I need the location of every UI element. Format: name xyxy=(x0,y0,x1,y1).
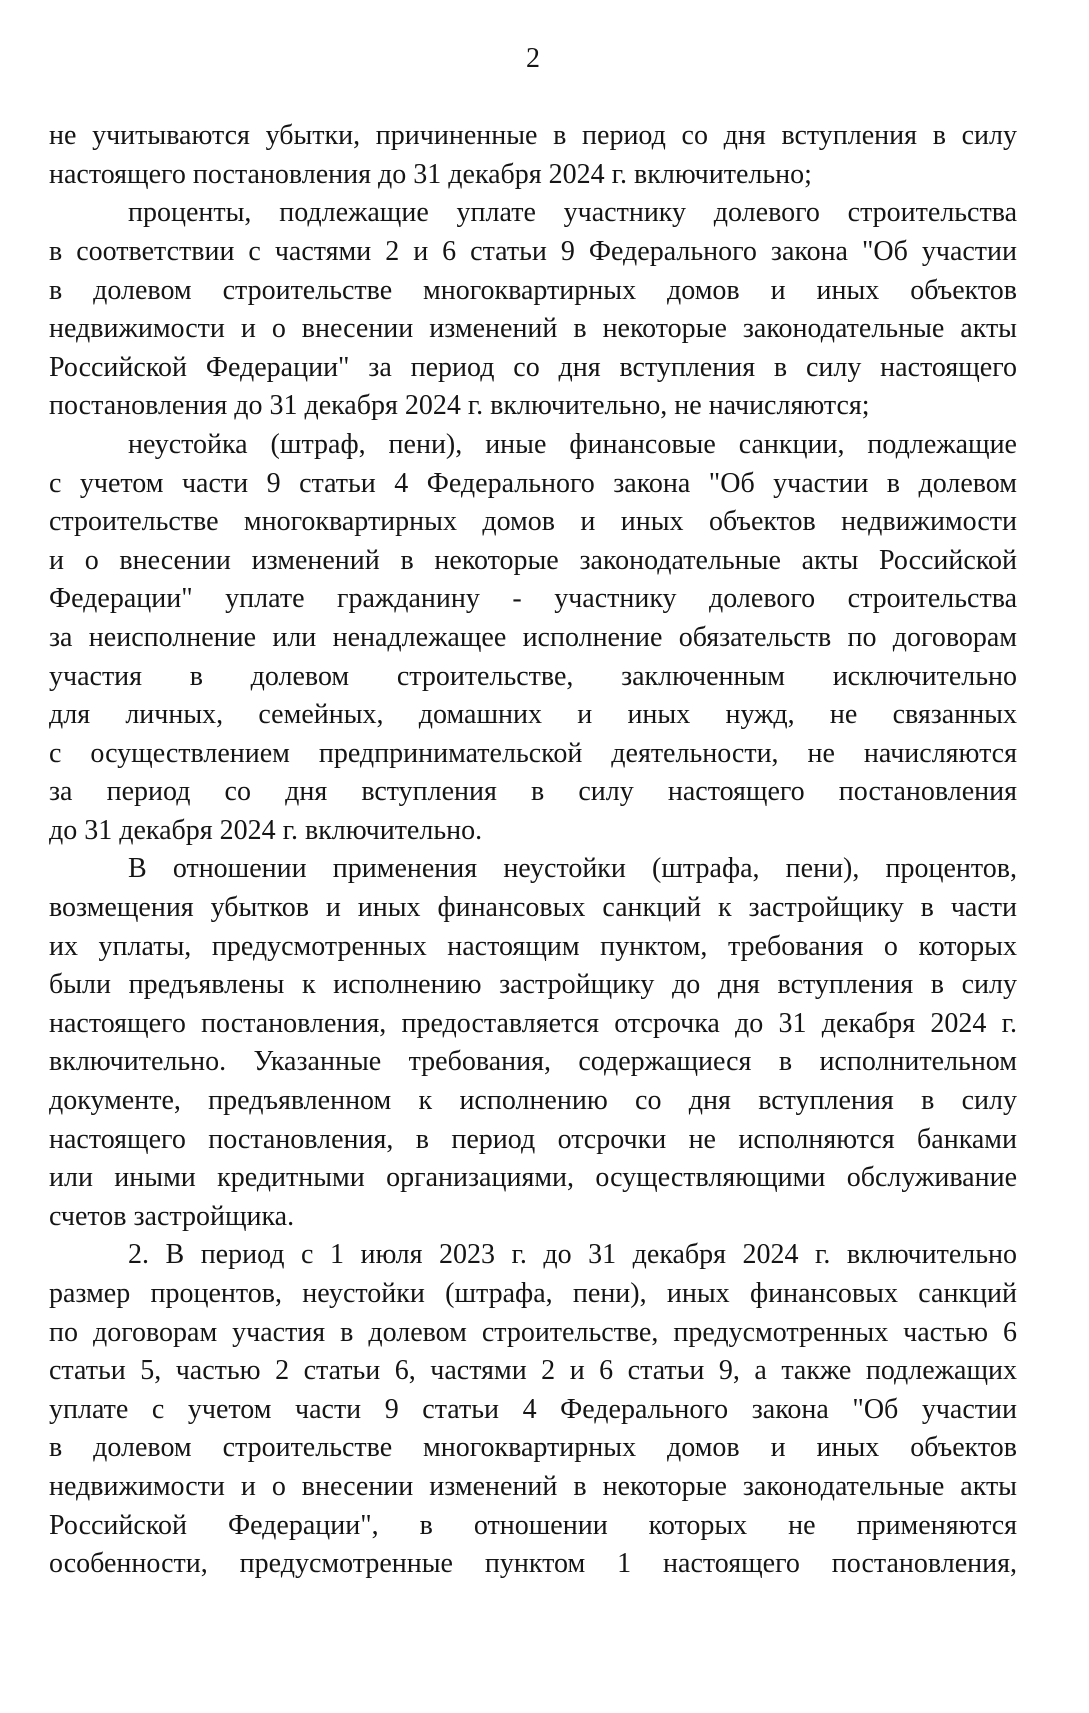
paragraph xyxy=(49,117,1017,194)
text-line: счетов застройщика. xyxy=(49,1200,295,1232)
text-line: включительно. Указанные требования, содержащиеся в исполнительном xyxy=(49,1046,1017,1078)
text-line: по договорам участия в долевом строительстве, предусмотренных частью 6 xyxy=(49,1316,1017,1348)
text-line: были предъявлены к исполнению застройщику до дня вступления в силу xyxy=(49,969,1017,1001)
text-line: за период со дня вступления в силу настоящего постановления xyxy=(49,776,1017,808)
paragraph xyxy=(49,194,1017,426)
text-line: с осуществлением предпринимательской деятельности, не начисляются xyxy=(49,737,1017,769)
text-line: участия в долевом строительстве, заключенным исключительно xyxy=(49,660,1017,692)
text-line: документе, предъявленном к исполнению со дня вступления в силу xyxy=(49,1085,1017,1117)
text-line: 2. В период с 1 июля 2023 г. до 31 декабря 2024 г. включительно xyxy=(128,1239,1017,1271)
text-line: Российской Федерации" за период со дня вступления в силу настоящего xyxy=(49,351,1017,383)
text-line: особенности, предусмотренные пунктом 1 настоящего постановления, xyxy=(49,1548,1017,1580)
text-line: настоящего постановления, предоставляется отсрочка до 31 декабря 2024 г. xyxy=(49,1007,1017,1039)
text-line: постановления до 31 декабря 2024 г. включительно, не начисляются; xyxy=(49,390,870,422)
document-body xyxy=(49,117,1017,1584)
text-line: размер процентов, неустойки (штрафа, пени), иных финансовых санкций xyxy=(49,1278,1017,1309)
text-line: недвижимости и о внесении изменений в некоторые законодательные акты xyxy=(49,313,1017,345)
text-line: до 31 декабря 2024 г. включительно. xyxy=(49,814,483,846)
text-line: и о внесении изменений в некоторые законодательные акты Российской xyxy=(49,544,1017,576)
text-line: строительстве многоквартирных домов и иных объектов недвижимости xyxy=(49,506,1017,538)
text-line: возмещения убытков и иных финансовых санкций к застройщику в части xyxy=(49,892,1017,924)
page-number: 2 xyxy=(526,43,540,74)
text-line: в долевом строительстве многоквартирных домов и иных объектов xyxy=(49,1432,1017,1464)
text-line: настоящего постановления до 31 декабря 2024 г. включительно; xyxy=(49,158,812,190)
text-line: Российской Федерации", в отношении которых не применяются xyxy=(49,1509,1017,1541)
text-line: в долевом строительстве многоквартирных домов и иных объектов xyxy=(49,274,1017,306)
text-line: не учитываются убытки, причиненные в период со дня вступления в силу xyxy=(49,120,1017,152)
text-line: для личных, семейных, домашних и иных нужд, не связанных xyxy=(49,699,1017,731)
paragraph xyxy=(49,850,1017,1236)
text-line: их уплаты, предусмотренных настоящим пунктом, требования о которых xyxy=(49,930,1017,962)
text-line: неустойка (штраф, пени), иные финансовые санкции, подлежащие xyxy=(128,428,1017,460)
text-line: в соответствии с частями 2 и 6 статьи 9 Федерального закона "Об участии xyxy=(49,235,1017,267)
paragraph xyxy=(49,1236,1017,1583)
text-line: недвижимости и о внесении изменений в некоторые законодательные акты xyxy=(49,1470,1017,1502)
text-line: или иными кредитными организациями, осуществляющими обслуживание xyxy=(49,1162,1017,1194)
text-line: проценты, подлежащие уплате участнику долевого строительства xyxy=(128,197,1017,229)
text-line: за неисполнение или ненадлежащее исполнение обязательств по договорам xyxy=(49,621,1017,653)
text-line: В отношении применения неустойки (штрафа, пени), процентов, xyxy=(128,853,1017,885)
text-line: статьи 5, частью 2 статьи 6, частями 2 и 6 статьи 9, а также подлежащих xyxy=(49,1355,1017,1387)
text-line: настоящего постановления, в период отсрочки не исполняются банками xyxy=(49,1123,1017,1155)
text-line: с учетом части 9 статьи 4 Федерального закона "Об участии в долевом xyxy=(49,467,1017,499)
paragraph xyxy=(49,426,1017,851)
text-line: уплате с учетом части 9 статьи 4 Федерального закона "Об участии xyxy=(49,1393,1017,1425)
text-line: Федерации" уплате гражданину - участнику долевого строительства xyxy=(49,583,1017,615)
